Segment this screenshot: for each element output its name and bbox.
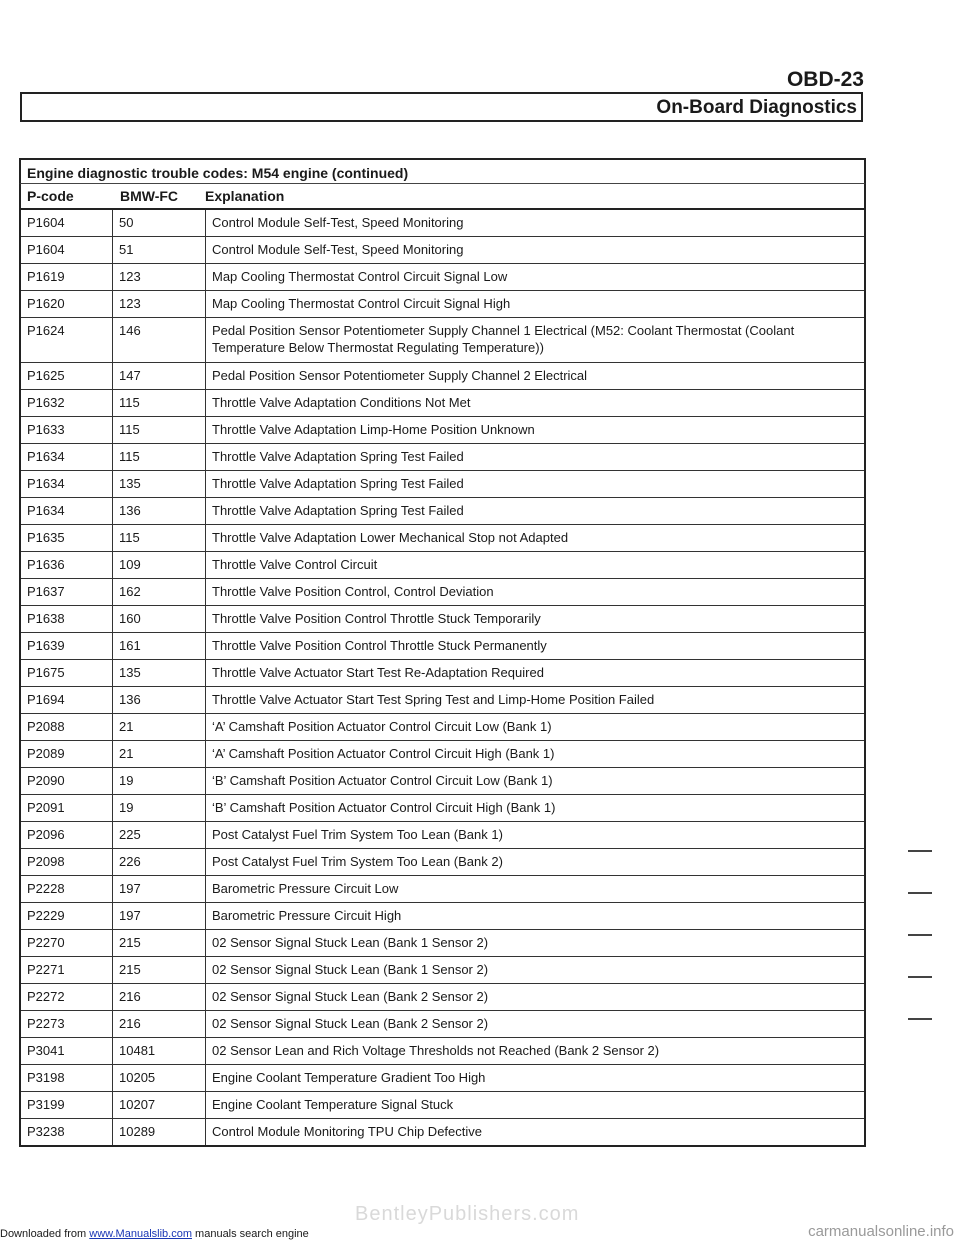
bmwfc-cell: 109	[113, 552, 206, 578]
explanation-cell: Control Module Self-Test, Speed Monitoring	[212, 215, 464, 230]
explanation-cell: ‘B’ Camshaft Position Actuator Control Circuit High (Bank 1)	[212, 800, 556, 815]
pcode-cell: P1635	[21, 525, 113, 551]
pcode-cell: P1624	[21, 318, 113, 362]
margin-mark	[908, 934, 932, 936]
explanation-cell: Engine Coolant Temperature Signal Stuck	[212, 1097, 454, 1112]
pcode-cell: P2089	[21, 741, 113, 767]
bmwfc-cell: 225	[113, 822, 206, 848]
site-footer-text: carmanualsonline.info	[808, 1223, 954, 1240]
explanation-cell: Engine Coolant Temperature Gradient Too High	[212, 1070, 486, 1085]
table-row	[21, 794, 864, 821]
bmwfc-cell: 10205	[113, 1065, 206, 1091]
pcode-cell: P1694	[21, 687, 113, 713]
dtc-table	[19, 158, 866, 1147]
pcode-cell: P1636	[21, 552, 113, 578]
explanation-cell: Throttle Valve Actuator Start Test Spring Test and Limp-Home Position Failed	[212, 692, 655, 707]
explanation-cell: 02 Sensor Signal Stuck Lean (Bank 1 Sensor 2)	[212, 935, 489, 950]
table-row	[21, 875, 864, 902]
publisher-watermark: BentleyPublishers.com	[355, 1203, 580, 1225]
table-row	[21, 470, 864, 497]
pcode-cell: P1632	[21, 390, 113, 416]
bmwfc-cell: 216	[113, 984, 206, 1010]
explanation-cell: Post Catalyst Fuel Trim System Too Lean (Bank 2)	[212, 854, 503, 869]
explanation-cell: Throttle Valve Adaptation Conditions Not Met	[212, 395, 471, 410]
table-row	[21, 578, 864, 605]
pcode-cell: P2090	[21, 768, 113, 794]
explanation-cell: Throttle Valve Position Control Throttle Stuck Permanently	[212, 638, 547, 653]
explanation-cell: Post Catalyst Fuel Trim System Too Lean (Bank 1)	[212, 827, 503, 842]
table-row	[21, 210, 864, 236]
explanation-cell: 02 Sensor Signal Stuck Lean (Bank 2 Sensor 2)	[212, 989, 489, 1004]
explanation-cell: ‘A’ Camshaft Position Actuator Control Circuit High (Bank 1)	[212, 746, 555, 761]
bmwfc-cell: 115	[113, 444, 206, 470]
table-row	[21, 443, 864, 470]
table-row	[21, 740, 864, 767]
bmwfc-cell: 136	[113, 498, 206, 524]
pcode-cell: P1639	[21, 633, 113, 659]
bmwfc-cell: 197	[113, 876, 206, 902]
pcode-cell: P1604	[21, 237, 113, 263]
explanation-cell: Map Cooling Thermostat Control Circuit Signal High	[212, 296, 511, 311]
table-row	[21, 821, 864, 848]
explanation-cell: 02 Sensor Signal Stuck Lean (Bank 1 Sensor 2)	[212, 962, 489, 977]
pcode-cell: P1634	[21, 444, 113, 470]
column-header-explanation: Explanation	[205, 188, 285, 204]
pcode-cell: P1638	[21, 606, 113, 632]
explanation-cell: 02 Sensor Signal Stuck Lean (Bank 2 Sensor 2)	[212, 1016, 489, 1031]
bmwfc-cell: 215	[113, 957, 206, 983]
margin-mark	[908, 1018, 932, 1020]
explanation-cell: Throttle Valve Adaptation Spring Test Failed	[212, 449, 464, 464]
table-row	[21, 983, 864, 1010]
pcode-cell: P2091	[21, 795, 113, 821]
explanation-cell: Throttle Valve Position Control, Control Deviation	[212, 584, 494, 599]
pcode-cell: P2096	[21, 822, 113, 848]
table-row	[21, 317, 864, 362]
pcode-cell: P2271	[21, 957, 113, 983]
margin-mark	[908, 892, 932, 894]
column-header-bmwfc: BMW-FC	[120, 188, 179, 204]
bmwfc-cell: 135	[113, 660, 206, 686]
table-row	[21, 1118, 864, 1145]
table-row	[21, 902, 864, 929]
pcode-cell: P3199	[21, 1092, 113, 1118]
table-row	[21, 848, 864, 875]
pcode-cell: P3238	[21, 1119, 113, 1145]
pcode-cell: P1619	[21, 264, 113, 290]
pcode-cell: P1620	[21, 291, 113, 317]
pcode-cell: P2088	[21, 714, 113, 740]
table-row	[21, 1064, 864, 1091]
table-caption: Engine diagnostic trouble codes: M54 engine (continued)	[19, 158, 866, 183]
bmwfc-cell: 115	[113, 525, 206, 551]
pcode-cell: P3041	[21, 1038, 113, 1064]
bmwfc-cell: 160	[113, 606, 206, 632]
bmwfc-cell: 146	[113, 318, 206, 362]
pcode-cell: P3198	[21, 1065, 113, 1091]
margin-mark	[908, 850, 932, 852]
bmwfc-cell: 50	[113, 210, 206, 236]
explanation-cell: Throttle Valve Adaptation Limp-Home Position Unknown	[212, 422, 535, 437]
table-row	[21, 236, 864, 263]
explanation-cell: Throttle Valve Actuator Start Test Re-Adaptation Required	[212, 665, 544, 680]
bmwfc-cell: 215	[113, 930, 206, 956]
pcode-cell: P1625	[21, 363, 113, 389]
table-row	[21, 1010, 864, 1037]
bmwfc-cell: 226	[113, 849, 206, 875]
footer-prefix: Downloaded from	[0, 1228, 87, 1240]
bmwfc-cell: 197	[113, 903, 206, 929]
table-row	[21, 362, 864, 389]
pcode-cell: P2270	[21, 930, 113, 956]
table-row	[21, 416, 864, 443]
table-row	[21, 713, 864, 740]
column-header-pcode: P-code	[27, 188, 74, 204]
table-row	[21, 686, 864, 713]
explanation-cell: ‘A’ Camshaft Position Actuator Control Circuit Low (Bank 1)	[212, 719, 552, 734]
pcode-cell: P1637	[21, 579, 113, 605]
pcode-cell: P1634	[21, 471, 113, 497]
table-row	[21, 929, 864, 956]
footer-suffix: manuals search engine	[195, 1228, 309, 1240]
explanation-cell: 02 Sensor Lean and Rich Voltage Thresholds not Reached (Bank 2 Sensor 2)	[212, 1043, 660, 1058]
pcode-cell: P2229	[21, 903, 113, 929]
table-row	[21, 551, 864, 578]
pcode-cell: P2098	[21, 849, 113, 875]
pcode-cell: P1634	[21, 498, 113, 524]
bmwfc-cell: 161	[113, 633, 206, 659]
table-row	[21, 767, 864, 794]
pcode-cell: P2228	[21, 876, 113, 902]
pcode-cell: P1675	[21, 660, 113, 686]
bmwfc-cell: 135	[113, 471, 206, 497]
margin-mark	[908, 976, 932, 978]
bmwfc-cell: 21	[113, 714, 206, 740]
table-row	[21, 524, 864, 551]
explanation-cell: Control Module Monitoring TPU Chip Defective	[212, 1124, 482, 1139]
table-row	[21, 659, 864, 686]
explanation-cell: Pedal Position Sensor Potentiometer Supply Channel 1 Electrical (M52: Coolant Thermostat (Coolant Temperature Below Thermostat Regulating Temperature))	[212, 323, 795, 355]
bmwfc-cell: 123	[113, 264, 206, 290]
table-row	[21, 290, 864, 317]
explanation-cell: Barometric Pressure Circuit Low	[212, 881, 399, 896]
explanation-cell: Map Cooling Thermostat Control Circuit Signal Low	[212, 269, 508, 284]
bmwfc-cell: 216	[113, 1011, 206, 1037]
explanation-cell: Pedal Position Sensor Potentiometer Supply Channel 2 Electrical	[212, 368, 588, 383]
section-header-bar	[20, 92, 863, 122]
pcode-cell: P2272	[21, 984, 113, 1010]
pcode-cell: P2273	[21, 1011, 113, 1037]
bmwfc-cell: 19	[113, 768, 206, 794]
bmwfc-cell: 136	[113, 687, 206, 713]
section-title: On-Board Diagnostics	[656, 97, 857, 118]
bmwfc-cell: 123	[113, 291, 206, 317]
bmwfc-cell: 51	[113, 237, 206, 263]
bmwfc-cell: 19	[113, 795, 206, 821]
table-row	[21, 1091, 864, 1118]
margin-marks	[908, 850, 932, 1060]
table-row	[21, 389, 864, 416]
manualslib-link[interactable]: www.Manualslib.com	[89, 1228, 192, 1240]
explanation-cell: Barometric Pressure Circuit High	[212, 908, 402, 923]
table-row	[21, 263, 864, 290]
table-row	[21, 605, 864, 632]
explanation-cell: Control Module Self-Test, Speed Monitoring	[212, 242, 464, 257]
explanation-cell: Throttle Valve Control Circuit	[212, 557, 378, 572]
explanation-cell: Throttle Valve Adaptation Spring Test Failed	[212, 476, 464, 491]
bmwfc-cell: 147	[113, 363, 206, 389]
bmwfc-cell: 115	[113, 390, 206, 416]
bmwfc-cell: 21	[113, 741, 206, 767]
bmwfc-cell: 162	[113, 579, 206, 605]
table-row	[21, 632, 864, 659]
bmwfc-cell: 10207	[113, 1092, 206, 1118]
download-footer	[0, 1228, 309, 1240]
table-row	[21, 497, 864, 524]
table-row	[21, 956, 864, 983]
bmwfc-cell: 115	[113, 417, 206, 443]
table-row	[21, 1037, 864, 1064]
explanation-cell: Throttle Valve Adaptation Lower Mechanical Stop not Adapted	[212, 530, 569, 545]
table-column-header	[19, 183, 866, 210]
pcode-cell: P1633	[21, 417, 113, 443]
explanation-cell: Throttle Valve Position Control Throttle Stuck Temporarily	[212, 611, 541, 626]
bmwfc-cell: 10481	[113, 1038, 206, 1064]
page-number: OBD-23	[786, 68, 864, 91]
table-body	[19, 210, 866, 1147]
pcode-cell: P1604	[21, 210, 113, 236]
bmwfc-cell: 10289	[113, 1119, 206, 1145]
explanation-cell: ‘B’ Camshaft Position Actuator Control Circuit Low (Bank 1)	[212, 773, 553, 788]
explanation-cell: Throttle Valve Adaptation Spring Test Failed	[212, 503, 464, 518]
